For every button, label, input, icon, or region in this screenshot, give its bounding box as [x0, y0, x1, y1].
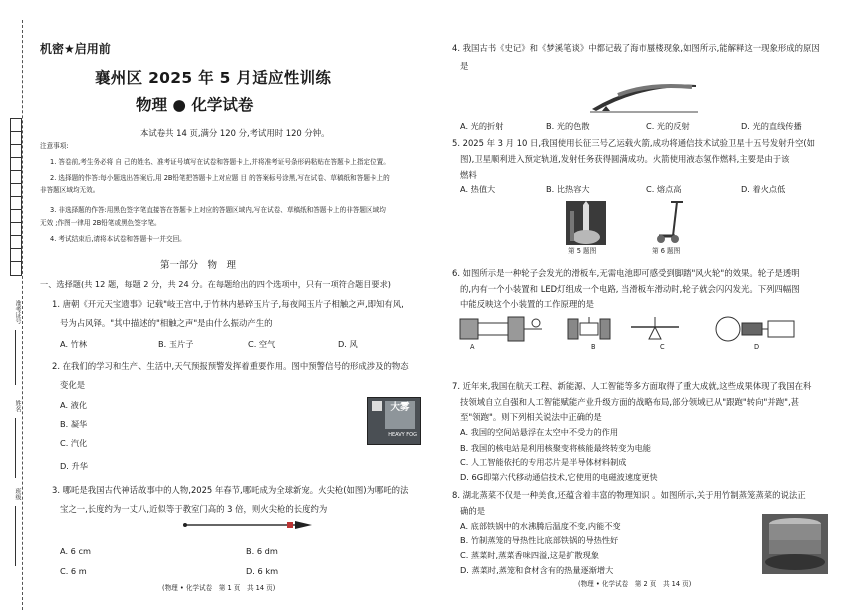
- fire-spear-figure: [175, 518, 315, 532]
- fig6-caption: 第 6 题图: [652, 247, 681, 255]
- diagram-d: [708, 313, 800, 345]
- q5-stem-line: 图),卫星顺利进入预定轨道,发射任务获得圆满成功。火箭使用液态氢作燃料,主要是由于该: [460, 154, 790, 164]
- q7-stem-line: 技领域自立自强和人工智能赋能产业升级方面的战略布局,部分领域已从"跟跑"转向"并跑",甚: [460, 397, 799, 407]
- q1-option-d[interactable]: D. 风: [338, 339, 358, 349]
- q1-option-a[interactable]: A. 竹林: [60, 339, 88, 349]
- q5-stem-line: 燃料: [460, 170, 477, 180]
- diagram-a-label: A: [470, 343, 475, 351]
- mirage-figure: [588, 75, 700, 115]
- scooter-photo: [653, 200, 689, 244]
- q5-stem-line: 5. 2025 年 3 月 10 日,我国使用长征三号乙运载火箭,成功将通信技术试验卫星十五号发射升空(如: [452, 138, 815, 148]
- q4-option-a[interactable]: A. 光的折射: [460, 121, 504, 131]
- warning-emblem-icon: [372, 401, 382, 411]
- exam-title: 襄州区 2025 年 5 月适应性训练: [95, 69, 332, 87]
- q2-option-d[interactable]: D. 升华: [60, 461, 88, 471]
- q3-option-c[interactable]: C. 6 m: [60, 566, 87, 576]
- q8-option-b[interactable]: B. 竹制蒸笼的导热性比底部铁锅的导热性好: [460, 535, 619, 545]
- note-item: 2. 选择题的作答:每小题选出答案后,用 2B铅笔把答题卡上对应题 目 的答案标号涂黑,写在试卷、草稿纸和答题卡上的: [50, 174, 390, 182]
- binding-line: [22, 20, 23, 610]
- q8-option-c[interactable]: C. 蒸菜时,蒸菜香味四溢,这是扩散现象: [460, 550, 599, 560]
- footer-left: (物理 • 化学试卷 第 1 页 共 14 页): [162, 584, 276, 592]
- q5-option-c[interactable]: C. 熔点高: [646, 184, 682, 194]
- q2-stem-line: 变化是: [60, 380, 86, 390]
- q3-option-a[interactable]: A. 6 cm: [60, 546, 91, 556]
- diagram-c: [625, 313, 685, 345]
- exam-number-underline: [15, 330, 16, 385]
- q4-option-b[interactable]: B. 光的色散: [546, 121, 590, 131]
- q5-option-a[interactable]: A. 热值大: [460, 184, 496, 194]
- diagram-d-label: D: [754, 343, 760, 351]
- q4-stem-line: 4. 我国古书《史记》和《梦溪笔谈》中都记载了海市蜃楼现象,如图所示,能解释这一现象形成的原因: [452, 43, 820, 53]
- fog-sign-text: 大雾: [385, 401, 415, 429]
- q3-stem-line: 3. 哪吒是我国古代神话故事中的人物,2025 年春节,哪吒成为全球新宠。火尖枪(如图)为哪吒的法: [52, 485, 409, 495]
- q4-stem-line: 是: [460, 61, 469, 71]
- diagram-c-label: C: [660, 343, 665, 351]
- exam-info: 本试卷共 14 页,满分 120 分,考试用时 120 分钟。: [140, 128, 330, 138]
- name-label: 姓名: [14, 400, 21, 412]
- q1-option-c[interactable]: C. 空气: [248, 339, 276, 349]
- note-item: 1. 答卷前,考生务必将 自 己的姓名、准考证号填写在试卷和答题卡上,并将准考证号条形码粘贴在答题卡上指定位置。: [50, 158, 390, 166]
- q6-stem-line: 中能反映这个小装置的工作原理的是: [460, 299, 594, 309]
- q4-option-c[interactable]: C. 光的反射: [646, 121, 690, 131]
- part1-title: 第一部分 物 理: [160, 260, 237, 271]
- q7-option-d[interactable]: D. 6G即第六代移动通信技术,它使用的电磁波速度更快: [460, 472, 658, 482]
- section-heading: 一、选择题(共 12 题，每题 2 分，共 24 分。在每题给出的四个选项中，只有一项符合题目要求): [40, 279, 391, 289]
- steamer-photo: [762, 514, 828, 574]
- note-item: 无效 ;作图一律用 2B铅笔或黑色签字笔。: [40, 219, 161, 227]
- q3-stem-line: 宝之一,长度约为一丈八,近似等于教室门高的 3 倍，则火尖枪的长度约为: [60, 504, 328, 514]
- q2-option-b[interactable]: B. 凝华: [60, 419, 88, 429]
- q7-stem-line: 7. 近年来,我国在航天工程、新能源、人工智能等多方面取得了重大成就,这些成果体现了我国在科: [452, 381, 812, 391]
- q8-option-d[interactable]: D. 蒸菜时,蒸笼和食材含有的热量逐渐增大: [460, 565, 614, 575]
- q8-stem-line: 8. 湖北蒸菜不仅是一种美食,还蕴含着丰富的物理知识 。如图所示,关于用竹制蒸笼蒸菜的说法正: [452, 490, 806, 500]
- exam-number-label: 准考证号: [14, 300, 21, 324]
- q3-option-b[interactable]: B. 6 dm: [246, 546, 278, 556]
- q6-stem-line: 的,内有一个小装置和 LED灯组成一个电路, 当滑板车滑动时,轮子就会闪闪发光。下列四幅图: [460, 284, 800, 294]
- q1-option-b[interactable]: B. 玉片子: [158, 339, 194, 349]
- q7-stem-line: 至"领跑"。则下列相关说法中正确的是: [460, 412, 602, 422]
- q8-option-a[interactable]: A. 底部铁锅中的水沸腾后温度不变,内能不变: [460, 521, 621, 531]
- note-item: 非答题区域均无效。: [40, 186, 100, 194]
- fig5-caption: 第 5 题图: [568, 247, 597, 255]
- rocket-launch-photo: [566, 201, 606, 245]
- name-underline: [15, 418, 16, 478]
- fog-warning-sign: [367, 397, 421, 445]
- class-label: 班级: [14, 488, 21, 500]
- q1-stem-line: 1. 唐朝《开元天宝遗事》记载"岐王宫中,于竹林内悬碎玉片子,每夜闻玉片子相触之声,即知有风,: [52, 299, 404, 309]
- fog-sign-subtext: HEAVY FOG: [388, 432, 417, 438]
- q5-option-d[interactable]: D. 着火点低: [741, 184, 786, 194]
- exam-subtitle: 物理 ● 化学试卷: [136, 96, 254, 114]
- note-item: 3. 非选择题的作答:用黑色签字笔直接答在答题卡上对应的答题区域内,写在试卷、草稿纸和答题卡上的非答题区域均: [50, 206, 386, 214]
- q7-option-a[interactable]: A. 我国的空间站悬浮在太空中不受力的作用: [460, 427, 619, 437]
- note-item: 4. 考试结束后,请将本试卷和答题卡一并交回。: [50, 235, 186, 243]
- q7-option-b[interactable]: B. 我国的核电站是利用核聚变将核能最终转变为电能: [460, 443, 651, 453]
- q2-stem-line: 2. 在我们的学习和生产、生活中,天气预报预警发挥着重要作用。图中预警信号的形成涉及的物态: [52, 361, 409, 371]
- diagram-b-label: B: [591, 343, 596, 351]
- q2-option-a[interactable]: A. 液化: [60, 400, 88, 410]
- footer-right: (物理 • 化学试卷 第 2 页 共 14 页): [578, 580, 692, 588]
- q5-option-b[interactable]: B. 比热容大: [546, 184, 590, 194]
- q6-stem-line: 6. 如图所示是一种轮子会发光的滑板车,无需电池即可感受到脚踏"风火轮"的效果。轮子是透明: [452, 268, 800, 278]
- notes-heading: 注意事项:: [40, 142, 69, 150]
- diagram-a: [456, 313, 546, 345]
- q4-option-d[interactable]: D. 光的直线传播: [741, 121, 802, 131]
- secret-label: 机密★启用前: [40, 42, 111, 56]
- class-underline: [15, 506, 16, 566]
- q1-stem-line: 号为占风铎。"其中描述的"相触之声"是由什么振动产生的: [60, 318, 273, 328]
- q2-option-c[interactable]: C. 汽化: [60, 438, 88, 448]
- diagram-b: [560, 313, 620, 345]
- q7-option-c[interactable]: C. 人工智能依托的专用芯片是半导体材料制成: [460, 457, 627, 467]
- q8-stem-line: 确的是: [460, 506, 486, 516]
- q3-option-d[interactable]: D. 6 km: [246, 566, 279, 576]
